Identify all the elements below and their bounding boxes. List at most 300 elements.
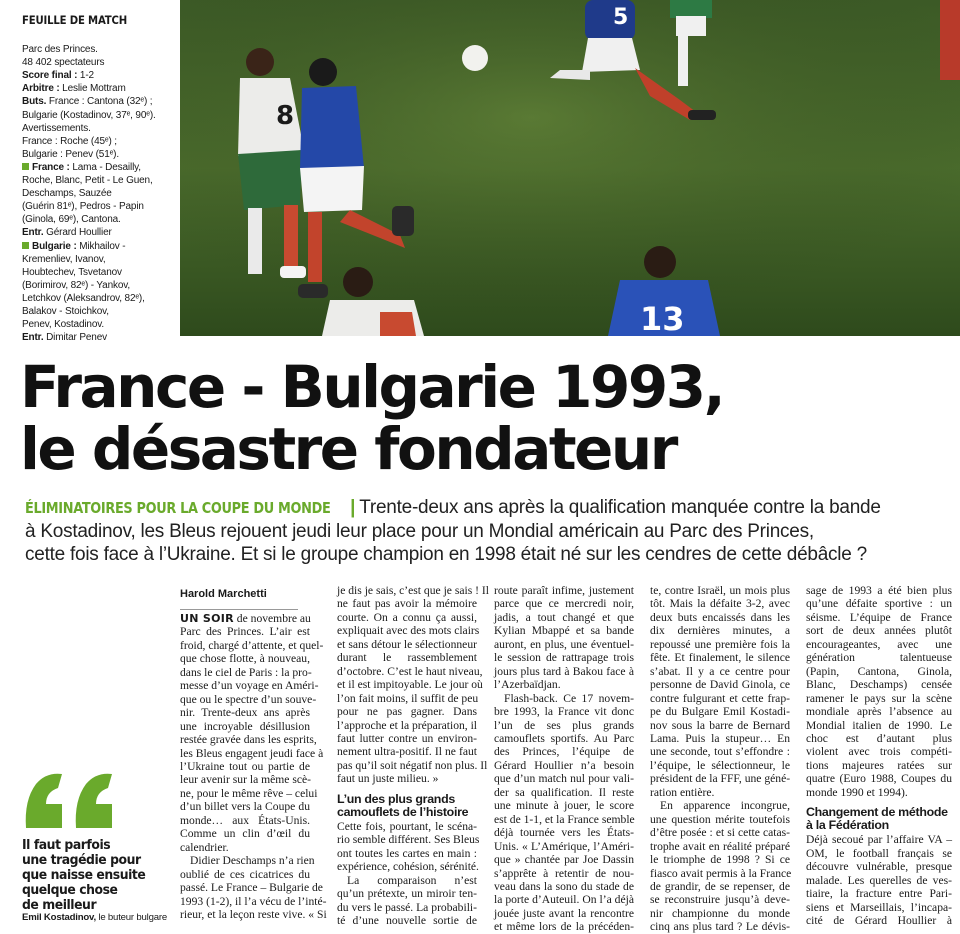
- body-text: le triomphe de 1998 ? Si ce: [650, 853, 790, 867]
- body-text-line: [650, 665, 790, 678]
- body-text: séisme. L’équipe de France: [806, 610, 952, 624]
- body-text: personne de David Ginola, ce: [650, 678, 790, 692]
- body-text: une question mérite toutefois: [650, 812, 790, 826]
- subheading-line: camouflets de l’histoire: [337, 804, 469, 819]
- body-text: auront, en plus, une éventuel-: [494, 637, 634, 651]
- body-text-line: [337, 887, 477, 900]
- body-text: fête. Et finalement, le silence: [650, 651, 790, 665]
- body-text: te, contre Israël, un mois plus: [650, 584, 790, 597]
- body-text: route paraît infime, justement: [494, 584, 634, 597]
- body-text-line: [494, 584, 634, 597]
- pull-quote-line: quelque chose: [22, 882, 118, 898]
- body-text-line: [806, 914, 952, 927]
- match-sheet-text: Penev, Kostadinov.: [22, 319, 104, 331]
- quote-role: le buteur bulgare: [95, 912, 167, 923]
- body-text-line: [337, 847, 477, 860]
- body-text: se reconstruire jusqu’à deve-: [650, 893, 790, 907]
- body-text-line: [494, 907, 634, 920]
- body-text-line: [806, 611, 952, 624]
- body-text: tôt. Mais la défaite 3-2, avec: [650, 597, 790, 611]
- match-sheet-line: [22, 279, 172, 292]
- body-text-line: [806, 624, 952, 637]
- subheading-line: L’un des plus grands: [337, 791, 455, 806]
- body-text-line: [337, 874, 477, 887]
- body-text: tiaire, la fracture entre Pari-: [806, 887, 952, 901]
- match-sheet-line: [22, 226, 172, 239]
- match-sheet-text: Mikhailov -: [76, 240, 126, 252]
- match-sheet-line: [22, 95, 172, 108]
- match-sheet-text: Lama - Desailly,: [69, 161, 141, 173]
- body-text: qu’un prétexte, un miroir ten-: [337, 887, 477, 901]
- body-text-line: [806, 745, 952, 758]
- body-text: cité de Gérard Houllier à: [806, 913, 952, 927]
- body-text-line: [337, 719, 477, 732]
- body-text-line: [337, 772, 477, 785]
- body-text: une seconde, tout s’effondre :: [650, 745, 790, 759]
- body-text: monde… aux États-Unis.: [180, 813, 310, 827]
- body-text: repoussé une première fois la: [650, 637, 790, 651]
- body-text: d’octobre. C’est le haut niveau,: [337, 664, 483, 678]
- body-text-line: [180, 746, 324, 760]
- match-sheet-text: Parc des Princes.: [22, 44, 98, 56]
- match-sheet-line: [22, 43, 172, 56]
- body-text: quatre (Euro 1988, Coupes du: [806, 772, 952, 786]
- body-text-line: [180, 814, 310, 827]
- body-text: veau dans la sono du stade de: [494, 879, 634, 893]
- body-text: ne, pour le même rêve – celui: [180, 786, 318, 800]
- body-text-line: [650, 705, 790, 718]
- match-sheet-title: FEUILLE DE MATCH: [22, 13, 128, 27]
- match-sheet-text: Bulgarie (Kostadinov, 37ᵉ, 90ᵉ).: [22, 109, 156, 121]
- body-text: dix dernières minutes, a: [650, 624, 790, 638]
- body-text-line: [494, 611, 634, 624]
- body-text: l’équipe, le sélectionneur, le: [650, 758, 790, 772]
- body-text-line: [180, 868, 310, 881]
- match-sheet-line: [22, 69, 172, 82]
- body-text-line: [806, 665, 952, 678]
- body-text: té d’une nouvelle sortie de: [337, 913, 477, 927]
- match-sheet-text: 1-2: [77, 70, 94, 82]
- body-text-line: [494, 638, 634, 651]
- body-text-line: [180, 720, 310, 733]
- body-text-line: [337, 833, 480, 847]
- match-sheet-text: (Ginola, 69ᵉ), Cantona.: [22, 214, 121, 226]
- body-text: malade. Les querelles de ves-: [806, 873, 952, 887]
- body-text: une incroyable désillusion: [180, 719, 310, 733]
- body-text: l’approche et la préparation, il: [337, 718, 478, 732]
- body-text: du vers le passé. La probabili-: [337, 900, 477, 914]
- jersey-number-8: 8: [276, 101, 295, 131]
- body-text-line: [650, 880, 790, 893]
- body-text-line: [650, 719, 790, 732]
- body-text: que d’un match nul pour vali-: [494, 772, 634, 786]
- body-text: En apparence incongrue,: [660, 799, 790, 813]
- body-text: faut lutter contre un environ-: [337, 731, 477, 745]
- byline-rule: [180, 609, 298, 610]
- headline-line-2: le désastre fondateur: [20, 415, 676, 483]
- body-text-line: [650, 799, 790, 812]
- body-text-line: [337, 638, 477, 651]
- match-sheet-label: Buts.: [22, 96, 47, 108]
- body-text: jouée juste avant la rencontre: [494, 906, 634, 920]
- body-text-line: [337, 732, 477, 745]
- body-text: fiasco avait permis à la France: [650, 866, 792, 880]
- body-text: bre 1993, la France vit donc: [494, 705, 634, 719]
- body-column-2: [337, 584, 489, 927]
- body-text-line: [494, 772, 634, 785]
- body-text: courte. On a connu ça aussi,: [337, 610, 477, 624]
- body-text-line: [806, 860, 952, 873]
- match-sheet-line: [22, 161, 172, 174]
- body-text-line: [650, 584, 790, 597]
- body-text: ramener le pays sur la scène: [806, 691, 952, 705]
- body-text-line: [650, 611, 790, 624]
- body-text-line: [494, 678, 634, 691]
- body-text-line: [337, 678, 483, 692]
- body-text-line: [180, 827, 310, 840]
- match-sheet-line: [22, 240, 172, 253]
- body-text: jadis, a tout changé et que: [494, 610, 634, 624]
- match-sheet-line: [22, 135, 172, 148]
- body-text-line: [180, 679, 319, 693]
- body-text: Déjà secoué par l’affaire VA –: [806, 833, 952, 847]
- body-text-line: [650, 651, 790, 664]
- match-sheet-line: [22, 305, 172, 318]
- body-text-line: [337, 745, 477, 758]
- body-text-line: [650, 678, 790, 691]
- body-text-line: [806, 847, 952, 860]
- body-text-line: [494, 692, 634, 705]
- body-text: nir. Trente-deux ans après: [180, 706, 310, 720]
- match-sheet-label: Score final :: [22, 70, 78, 82]
- body-text: la porte d’Auteuil. On l’a déjà: [494, 893, 634, 907]
- body-text: je dis je sais, c’est que je sais ! Il: [337, 584, 489, 597]
- match-sheet-text: Kremenliev, Ivanov,: [22, 253, 106, 265]
- body-text-line: [494, 813, 634, 826]
- body-text-line: [337, 664, 483, 678]
- body-text: pe du Bulgare Emil Kostadi-: [650, 705, 790, 719]
- body-text-line: [650, 853, 790, 866]
- standfirst-line-1: Trente-deux ans après la qualification manquée contre la bande: [359, 497, 881, 518]
- body-text-line: [180, 706, 310, 719]
- body-text-line: [180, 625, 310, 638]
- body-text-line: [180, 854, 315, 868]
- body-text-line: [494, 705, 634, 718]
- body-text: Blanc, Deschamps) censée: [806, 678, 952, 692]
- body-text-line: [494, 745, 634, 758]
- body-text-line: [180, 760, 310, 773]
- body-text: leur avenir sur la même scè-: [180, 773, 312, 787]
- body-text: sage de 1993 a été bien plus: [806, 584, 952, 597]
- body-text-line: [180, 652, 310, 665]
- green-square-bullet-icon: [22, 163, 29, 170]
- body-text: que chose flotte, à nouveau,: [180, 652, 310, 666]
- body-text-line: [806, 705, 952, 718]
- body-text: l’un de ses plus grands: [494, 718, 634, 732]
- body-text-line: [180, 773, 310, 786]
- jersey-number-13: 13: [640, 300, 685, 336]
- body-column-5: [806, 584, 952, 927]
- body-text: le session de rattrapage trois: [494, 651, 634, 665]
- match-sheet-text: Roche, Blanc, Petit - Le Guen,: [22, 175, 153, 187]
- body-text: pour ne pas gagner. Dans: [337, 705, 477, 719]
- match-sheet-line: [22, 82, 172, 95]
- body-text-line: [650, 692, 790, 705]
- body-text: Unis. « L’Amérique, l’Améri-: [494, 839, 634, 853]
- body-text: tions majeures ratées sur: [806, 758, 952, 772]
- body-text-line: [650, 840, 790, 853]
- match-sheet-label: France :: [32, 161, 70, 173]
- body-text-line: [494, 719, 634, 732]
- body-text: froid, chargé d’attente, et quel-: [180, 638, 324, 652]
- body-text-line: [337, 624, 480, 638]
- match-sheet-line: [22, 266, 172, 279]
- match-sheet-text: Dimitar Penev: [43, 332, 107, 344]
- match-sheet-line: [22, 213, 172, 226]
- body-text: l’on fait moins, il suffit de peu: [337, 691, 479, 705]
- body-text: pas qu’il soit négatif non plus. Il: [337, 758, 488, 772]
- body-text-line: [494, 880, 634, 893]
- body-text-line: [650, 867, 790, 880]
- standfirst-line-3: cette fois face à l’Ukraine. Et si le groupe champion en 1998 était né sur les cendres de cette débâcle ?: [25, 544, 867, 565]
- body-text: oublié de ces cicatrices du: [180, 867, 310, 881]
- match-sheet-line: [22, 122, 172, 135]
- body-text: Comme un clin d’œil du: [180, 827, 310, 841]
- body-text: siens et Marseillais, l’incapa-: [806, 900, 952, 914]
- match-sheet-text: Gérard Houllier: [43, 227, 112, 239]
- body-text-line: [337, 758, 488, 772]
- body-text: est de 1-1, et la France semble: [494, 812, 635, 826]
- body-text: monde 1990 et 1994).: [806, 785, 908, 799]
- body-text-line: [806, 584, 952, 597]
- match-sheet-line: [22, 318, 172, 331]
- body-text: Flash-back. Ce 17 novem-: [504, 691, 634, 705]
- body-text: jours plus tard à Bakou face à: [494, 664, 634, 678]
- subheading: [806, 806, 952, 832]
- body-text: nov sous la barre de Bernard: [650, 718, 790, 732]
- body-text-line: [650, 759, 790, 772]
- body-text: expérience, cohésion, sérénité.: [337, 860, 479, 874]
- body-text: calendrier.: [180, 840, 229, 854]
- body-text-line: [650, 732, 790, 745]
- subheading: [337, 793, 477, 819]
- body-text: d’un billet vers la Coupe du: [180, 800, 310, 814]
- headline-line-1: France - Bulgarie 1993,: [20, 353, 724, 421]
- body-text-line: [494, 840, 634, 853]
- body-text-line: [806, 692, 952, 705]
- body-text-line: [806, 678, 952, 691]
- body-text: les Bleus engagent jeudi face à: [180, 746, 324, 760]
- body-text: (Papin, Cantona, Ginola,: [806, 664, 952, 678]
- body-text-line: [650, 826, 790, 839]
- match-sheet-line: [22, 253, 172, 266]
- body-text: et il est impitoyable. Le jour où: [337, 678, 483, 692]
- match-sheet-text: Deschamps, Sauzée: [22, 188, 112, 200]
- body-text: trophe avait en réalité préparé: [650, 839, 790, 853]
- match-sheet-line: [22, 174, 172, 187]
- body-text: durant le rassemblement: [337, 651, 477, 665]
- body-text: ne faut pas avoir la mémoire: [337, 597, 477, 611]
- body-text: l’Azerbaïdjan.: [494, 678, 561, 692]
- match-sheet-line: [22, 56, 172, 69]
- pull-quote-line: une tragédie pour: [22, 852, 141, 868]
- match-sheet-text: Avertissements.: [22, 122, 91, 134]
- body-text-line: [337, 692, 477, 705]
- body-text-line: [650, 772, 790, 785]
- body-text-line: [806, 638, 952, 651]
- body-text-line: [337, 705, 477, 718]
- quote-marks-icon: [22, 770, 122, 830]
- body-text: et même lors de la précéden-: [494, 920, 634, 934]
- body-text: une minute à jouer, le score: [494, 799, 634, 813]
- body-text: Gérard Houllier n’a besoin: [494, 758, 634, 772]
- body-text-line: [494, 853, 634, 866]
- match-sheet: [22, 14, 172, 344]
- body-text-line: [650, 786, 790, 799]
- byline: Harold Marchetti: [180, 588, 267, 600]
- body-text-line: [337, 820, 477, 833]
- body-text: restée gravée dans les esprits,: [180, 733, 317, 747]
- body-text-line: [806, 597, 952, 610]
- green-square-bullet-icon: [22, 242, 29, 249]
- body-text-line: [180, 612, 310, 625]
- body-text-line: [806, 759, 952, 772]
- body-text-line: [650, 638, 790, 651]
- body-text-line: [494, 732, 634, 745]
- match-photo-illustration: [180, 0, 960, 336]
- body-text: violent avec trois compéti-: [806, 745, 952, 759]
- pull-quote-line: Il faut parfois: [22, 837, 111, 853]
- body-text: contre fulgurant et cette frap-: [650, 691, 790, 705]
- body-text-line: [337, 901, 477, 914]
- body-text: s’abat. Il y a ce centre pour: [650, 664, 790, 678]
- body-text-line: [806, 719, 952, 732]
- body-text: que » chantée par Joe Dassin: [494, 853, 634, 867]
- body-column-4: [650, 584, 790, 934]
- subheading-line: à la Fédération: [806, 818, 889, 833]
- body-text-line: [337, 584, 489, 597]
- body-text-line: [806, 901, 952, 914]
- body-text-line: [494, 799, 634, 812]
- body-text: Lama. Puis la stupeur… En: [650, 731, 790, 745]
- body-text-line: [806, 786, 952, 799]
- body-text-line: [337, 914, 477, 927]
- match-sheet-line: [22, 331, 172, 344]
- pull-quote-attribution: [22, 912, 182, 923]
- body-text: mondiale après l’absence au: [806, 705, 952, 719]
- match-sheet-label: Entr.: [22, 332, 44, 344]
- match-sheet-text: Letchkov (Aleksandrov, 82ᵉ),: [22, 292, 145, 304]
- body-text: dans le ciel de Paris : la pro-: [180, 665, 312, 679]
- body-text: déjà tournée vers les États-: [494, 826, 634, 840]
- body-text: que ou le spectre d’un souve-: [180, 692, 317, 706]
- body-text-line: [337, 597, 477, 610]
- match-sheet-lines: [22, 43, 172, 344]
- headline: [20, 353, 950, 483]
- body-text-line: [180, 800, 310, 813]
- body-text: de novembre au: [233, 612, 311, 625]
- body-text-line: [806, 874, 952, 887]
- body-text: nement ultra-positif. Il ne faut: [337, 745, 477, 759]
- body-text: ont toutes les cartes en main :: [337, 846, 477, 860]
- standfirst-line-2: à Kostadinov, les Bleus rejouent jeudi leur place pour un Mondial américain au Parc des Princes,: [25, 521, 814, 542]
- body-text-line: [337, 860, 477, 873]
- body-text-line: [494, 651, 634, 664]
- body-text: Mondial italien de 1990. Le: [806, 718, 952, 732]
- kicker-separator: |: [350, 497, 356, 518]
- body-text: et sans détour le sélectionneur: [337, 637, 477, 651]
- body-text-line: [650, 745, 790, 758]
- body-text: nir championne du monde: [650, 906, 790, 920]
- body-text-line: [180, 786, 318, 800]
- body-text-line: [180, 894, 327, 908]
- body-text-line: [180, 692, 317, 706]
- body-text: ration entière.: [650, 785, 715, 799]
- body-text-line: [494, 893, 634, 906]
- quote-author: Emil Kostadinov,: [22, 912, 96, 923]
- pull-quote-line: que naisse ensuite: [22, 867, 146, 883]
- body-text-line: [494, 759, 634, 772]
- body-text: camouflets sportifs. Au Parc: [494, 731, 634, 745]
- body-text-line: [494, 624, 634, 637]
- body-text: messe d’un voyage en Améri-: [180, 679, 319, 693]
- body-text: Cette fois, pourtant, le scéna-: [337, 819, 477, 833]
- body-text-line: [494, 867, 634, 880]
- lead-in: UN SOIR: [180, 612, 234, 625]
- body-text-line: [806, 651, 952, 664]
- match-sheet-label: Entr.: [22, 227, 44, 239]
- ball: [462, 45, 488, 71]
- match-sheet-text: Leslie Mottram: [59, 83, 126, 95]
- body-text: parce que ce mercredi noir,: [494, 597, 634, 611]
- body-text: OM, le football français se: [806, 846, 952, 860]
- body-text: faut un juste milieu. »: [337, 772, 439, 786]
- body-text-line: [180, 841, 310, 854]
- jersey-number-5: 5: [613, 5, 629, 30]
- body-column-1: [180, 612, 327, 921]
- body-text: La comparaison n’est: [347, 873, 477, 887]
- match-sheet-text: France : Roche (45ᵉ) ;: [22, 135, 117, 147]
- match-photo: [180, 0, 960, 336]
- body-text: qu’une défaite sportive : un: [806, 597, 952, 611]
- body-text: Parc des Princes. L’air est: [180, 625, 310, 639]
- body-text-line: [650, 907, 790, 920]
- section-kicker: ÉLIMINATOIRES POUR LA COUPE DU MONDE: [25, 499, 331, 517]
- body-text: der sa qualification. Il reste: [494, 785, 634, 799]
- standfirst: [25, 496, 955, 566]
- match-sheet-label: Arbitre :: [22, 83, 60, 95]
- body-text: passé. Le France – Bulgarie de: [180, 881, 323, 895]
- match-sheet-line: [22, 109, 172, 122]
- body-text: encourageantes, avec une: [806, 637, 952, 651]
- match-sheet-text: Bulgarie : Penev (51ᵉ).: [22, 148, 119, 160]
- match-sheet-line: [22, 148, 172, 161]
- body-text-line: [494, 826, 634, 839]
- match-sheet-line: [22, 187, 172, 200]
- body-text-line: [806, 772, 952, 785]
- body-text: Kylian Mbappé et sa bande: [494, 624, 634, 638]
- body-text-line: [494, 665, 634, 678]
- body-text-line: [494, 597, 634, 610]
- body-text-line: [650, 893, 790, 906]
- body-text: sort de deux années plutôt: [806, 624, 952, 638]
- body-text: s’apprête à retentir de nou-: [494, 866, 634, 880]
- pull-quote-line: de meilleur: [22, 897, 97, 913]
- body-text: cinq ans plus tard ? Le dévis-: [650, 920, 790, 934]
- match-sheet-label: Bulgarie :: [32, 240, 77, 252]
- body-text: d’être posée : et si cette catas-: [650, 826, 790, 840]
- body-text: rieur, et la leçon reste vive. « Si: [180, 907, 327, 921]
